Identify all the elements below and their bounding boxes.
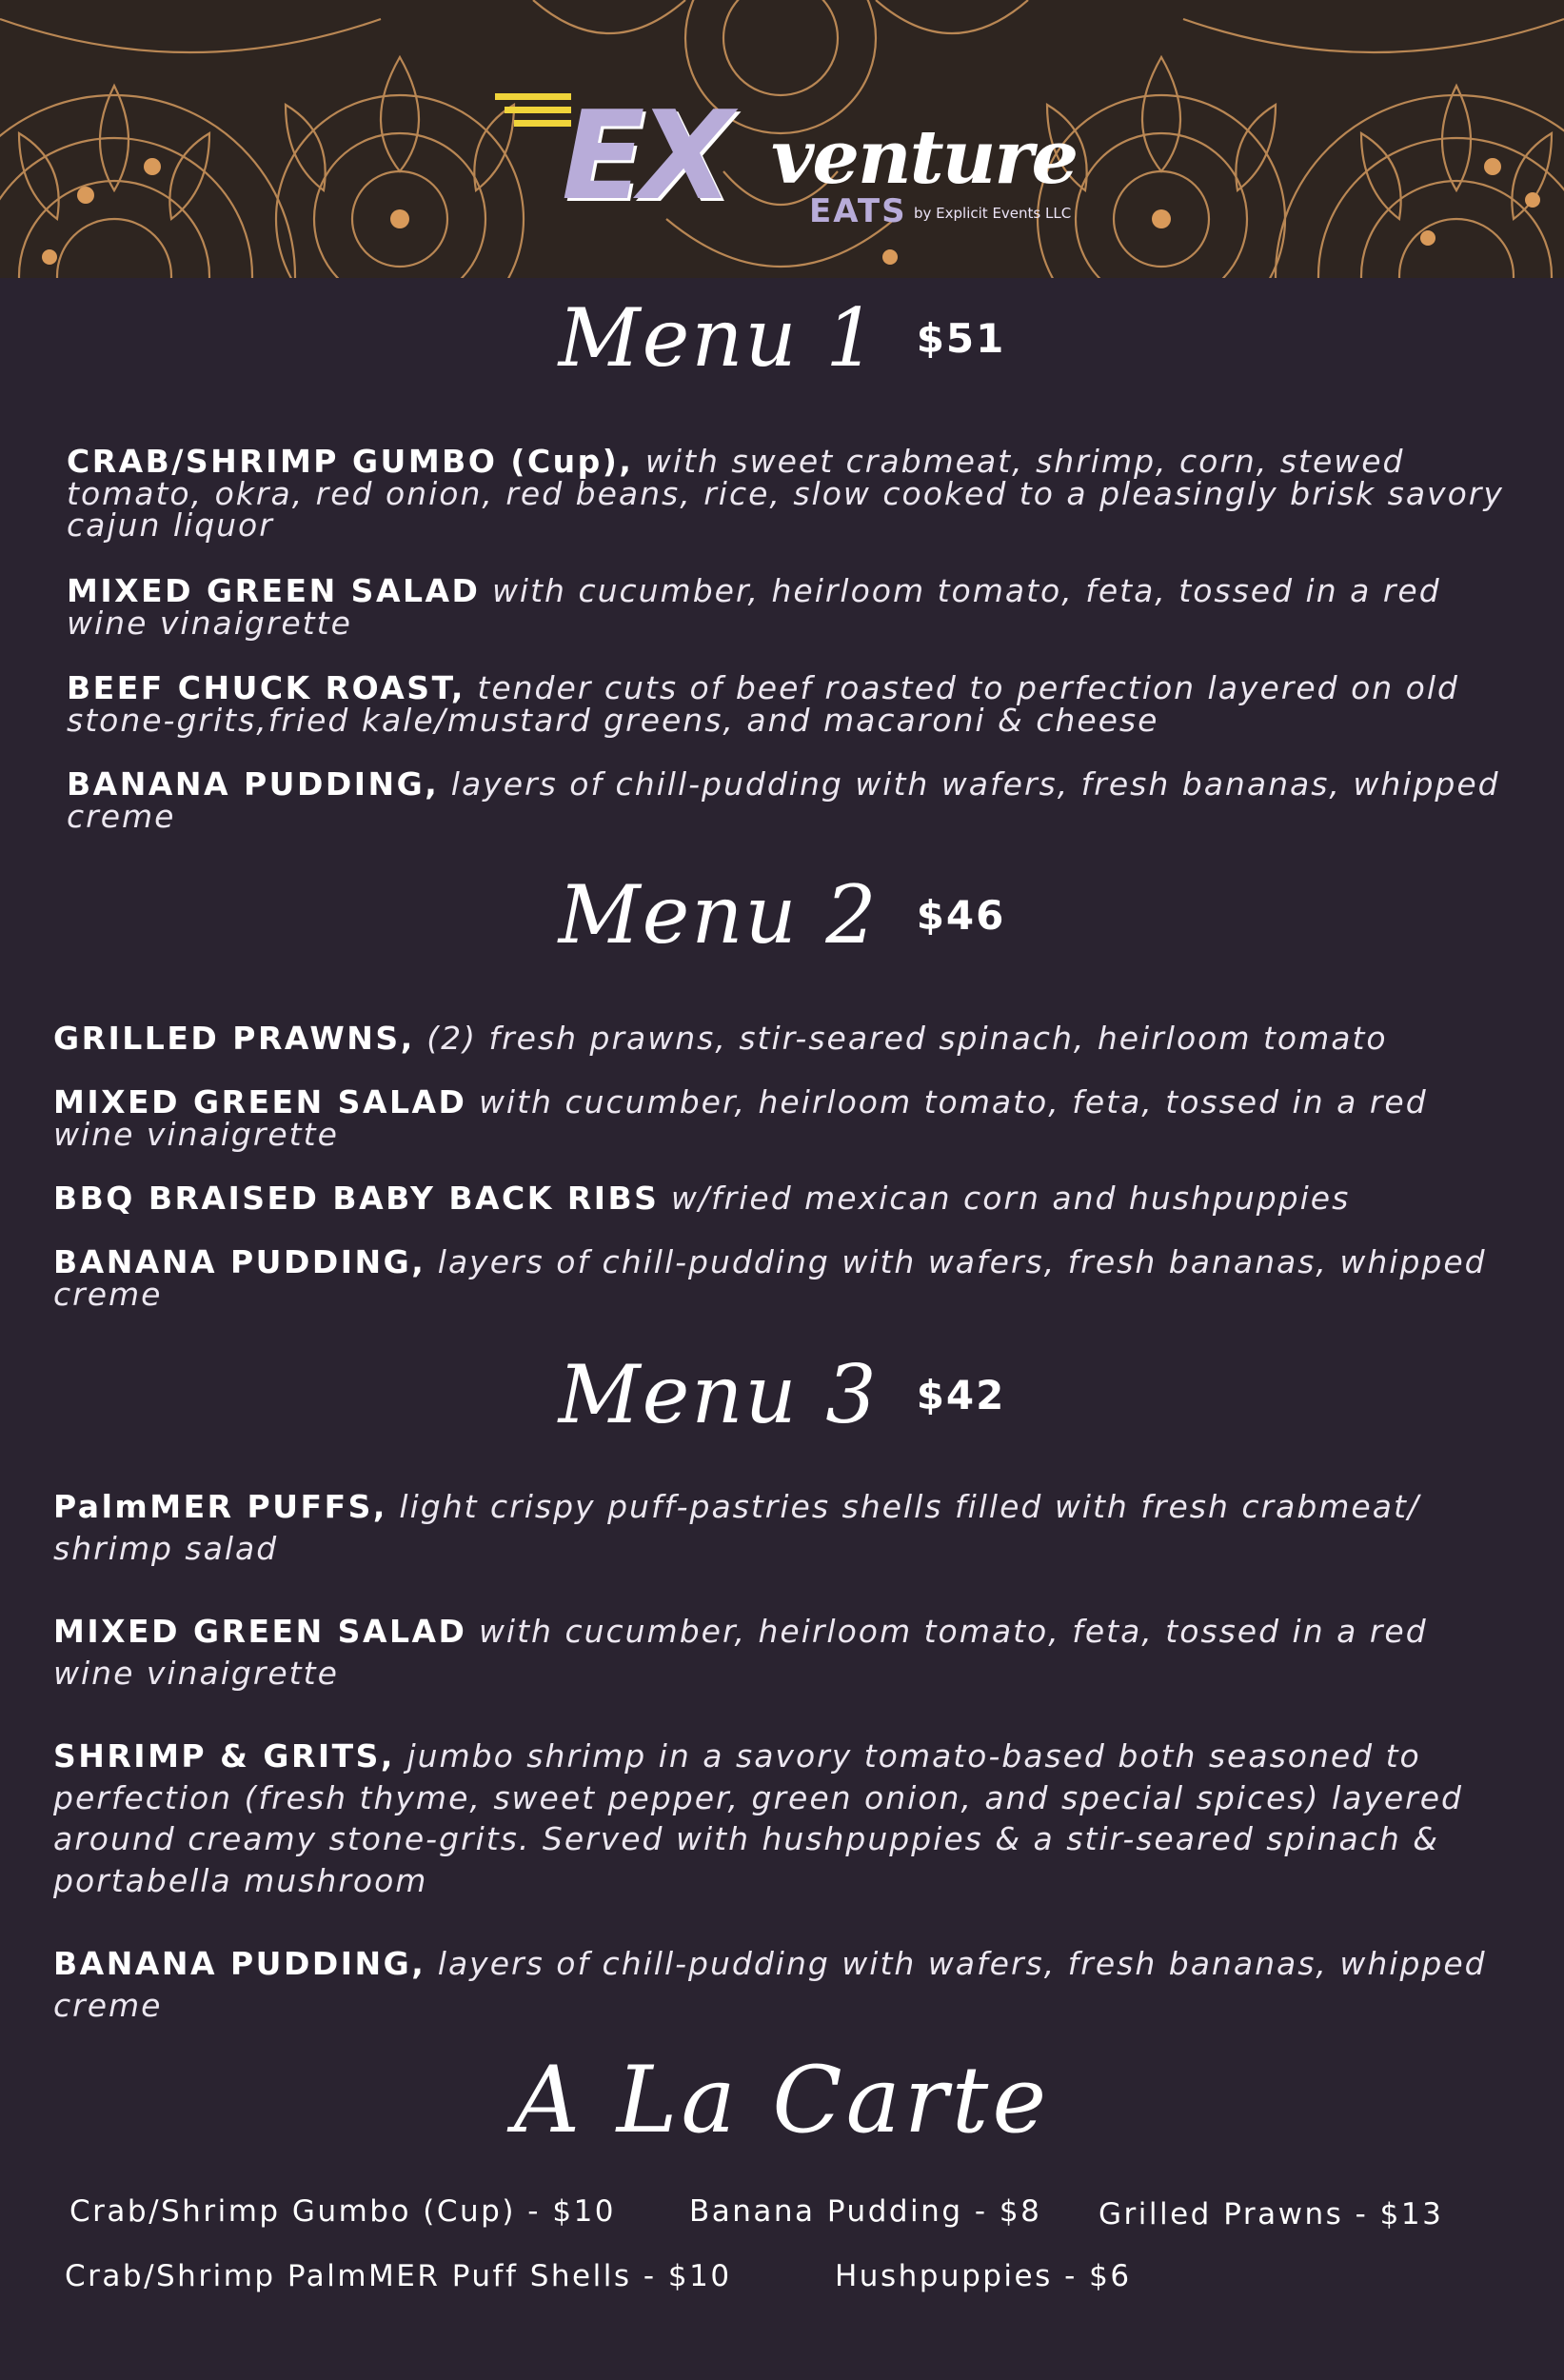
item-description: with cucumber, heirloom tomato, feta, tossed in a red wine vinaigrette bbox=[67, 572, 1441, 642]
logo-script: venture bbox=[771, 114, 1078, 201]
alacarte-item: Grilled Prawns - $13 bbox=[1099, 2197, 1444, 2231]
item-description: tender cuts of beef roasted to perfection layered on old stone-grits,fried kale/mustard greens, and macaroni & cheese bbox=[67, 669, 1459, 739]
menu-2-item-1 bbox=[53, 1022, 1519, 1055]
item-name: BEEF CHUCK ROAST, bbox=[67, 669, 465, 706]
item-name: CRAB/SHRIMP GUMBO (Cup), bbox=[67, 443, 634, 480]
item-description: with sweet crabmeat, shrimp, corn, stewed tomato, okra, red onion, red beans, rice, slow cooked to a pleasingly brisk savory cajun liquor bbox=[67, 443, 1504, 545]
item-description: with cucumber, heirloom tomato, feta, tossed in a red wine vinaigrette bbox=[53, 1613, 1428, 1692]
menu-3-item-4 bbox=[53, 1943, 1519, 2026]
menu-3-heading bbox=[0, 1348, 1564, 1441]
menu-3-item-1 bbox=[53, 1486, 1519, 1569]
menu-3-price: $42 bbox=[916, 1371, 1006, 1418]
menu-3-item-3 bbox=[53, 1735, 1519, 1901]
logo-ex: EX bbox=[562, 86, 728, 228]
menu-2-item-2 bbox=[53, 1083, 1519, 1153]
item-description: light crispy puff-pastries shells filled with fresh crabmeat/ shrimp salad bbox=[53, 1488, 1421, 1567]
menu-2-heading bbox=[0, 868, 1564, 962]
menu-2-price: $46 bbox=[916, 891, 1006, 939]
exventure-logo bbox=[495, 86, 1085, 238]
menu-1-item-3 bbox=[67, 669, 1533, 739]
item-name: GRILLED PRAWNS, bbox=[53, 1020, 415, 1057]
logo-byline: by Explicit Events LLC bbox=[914, 205, 1072, 222]
menu-2-title: Menu 2 bbox=[558, 868, 879, 962]
item-description: with cucumber, heirloom tomato, feta, tossed in a red wine vinaigrette bbox=[53, 1083, 1428, 1153]
item-description: w/fried mexican corn and hushpuppies bbox=[659, 1180, 1351, 1217]
item-description: (2) fresh prawns, stir-seared spinach, heirloom tomato bbox=[414, 1020, 1388, 1057]
item-description: layers of chill-pudding with wafers, fresh bananas, whipped creme bbox=[53, 1945, 1487, 2024]
item-description: jumbo shrimp in a savory tomato-based both seasoned to perfection (fresh thyme, sweet pepper, green onion, and special spices) layered around creamy stone-grits. Served with hushpuppies & a stir-seared spinach & portabella mushroom bbox=[53, 1737, 1463, 1899]
item-name: MIXED GREEN SALAD bbox=[53, 1613, 467, 1650]
item-name: BANANA PUDDING, bbox=[53, 1945, 426, 1982]
menu-1-price: $51 bbox=[916, 314, 1006, 362]
alacarte-item: Crab/Shrimp PalmMER Puff Shells - $10 bbox=[65, 2259, 732, 2293]
menu-1-item-1 bbox=[67, 443, 1533, 545]
item-name: BBQ BRAISED BABY BACK RIBS bbox=[53, 1180, 660, 1217]
menu-3-title: Menu 3 bbox=[558, 1348, 879, 1441]
alacarte-title: A La Carte bbox=[513, 2047, 1051, 2153]
header-banner bbox=[0, 0, 1564, 278]
item-description: layers of chill-pudding with wafers, fresh bananas, whipped creme bbox=[53, 1243, 1487, 1313]
alacarte-item: Crab/Shrimp Gumbo (Cup) - $10 bbox=[69, 2194, 617, 2229]
item-name: PalmMER PUFFS, bbox=[53, 1488, 387, 1525]
menu-1-item-2 bbox=[67, 572, 1533, 642]
item-name: BANANA PUDDING, bbox=[67, 765, 440, 803]
menu-1-title: Menu 1 bbox=[558, 291, 879, 385]
item-description: layers of chill-pudding with wafers, fresh bananas, whipped creme bbox=[67, 765, 1500, 835]
alacarte-item: Hushpuppies - $6 bbox=[835, 2259, 1132, 2293]
menu-1-item-4 bbox=[67, 765, 1533, 835]
menu-3-item-2 bbox=[53, 1611, 1519, 1694]
menu-2-item-3 bbox=[53, 1182, 1519, 1215]
alacarte-item: Banana Pudding - $8 bbox=[689, 2194, 1042, 2229]
item-name: SHRIMP & GRITS, bbox=[53, 1737, 395, 1775]
menu-2-item-4 bbox=[53, 1243, 1519, 1313]
item-name: MIXED GREEN SALAD bbox=[67, 572, 481, 609]
item-name: MIXED GREEN SALAD bbox=[53, 1083, 467, 1121]
item-name: BANANA PUDDING, bbox=[53, 1243, 426, 1280]
logo-eats: EATS bbox=[809, 192, 907, 230]
menu-1-heading bbox=[0, 291, 1564, 385]
